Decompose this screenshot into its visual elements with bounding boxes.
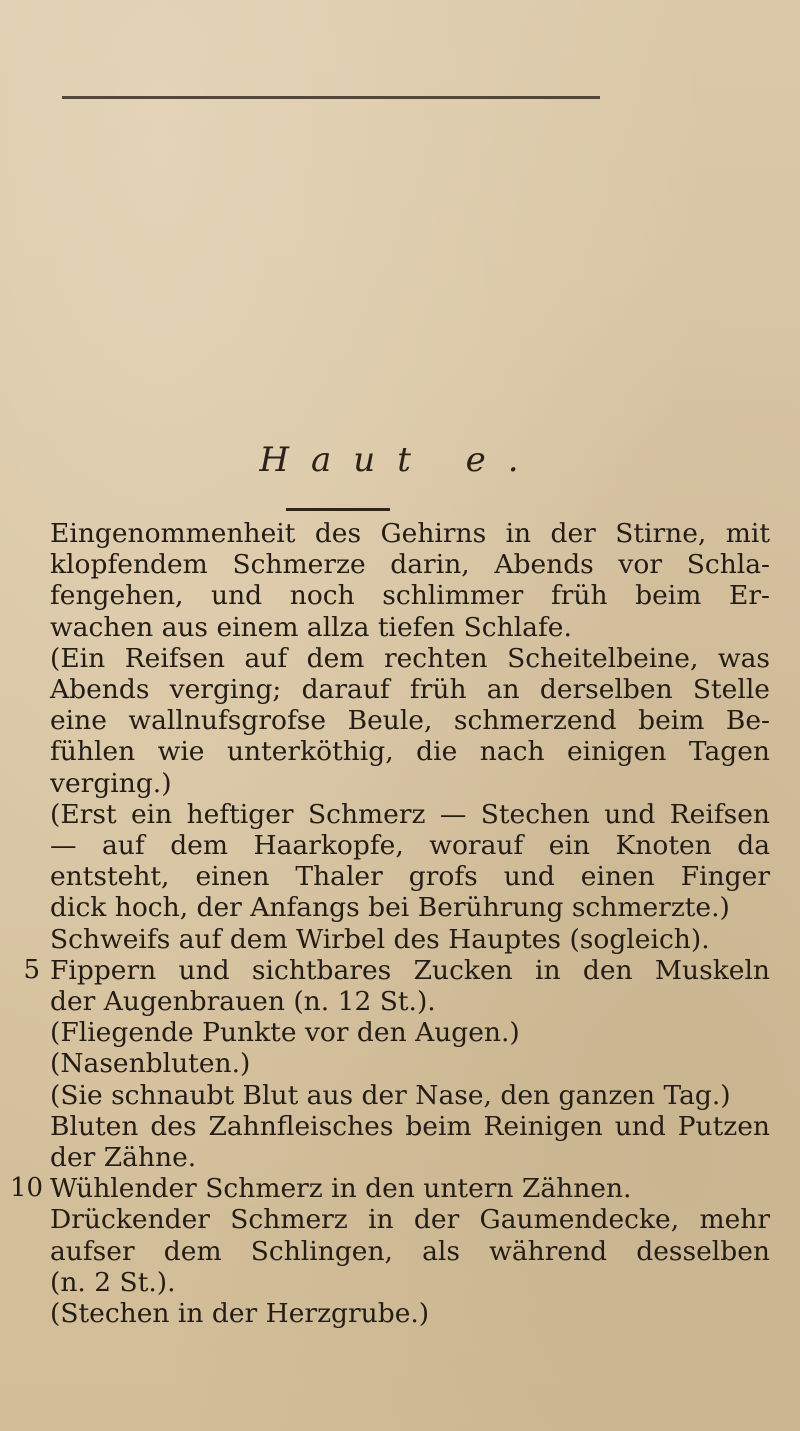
- symptom-entry: [50, 518, 770, 643]
- text-line: Abends verging; darauf früh an derselben Stelle: [50, 674, 770, 706]
- symptom-entry: [50, 799, 770, 924]
- symptom-entry: [50, 1080, 770, 1111]
- symptom-entry: [23, 954, 770, 1018]
- text-line: der Augenbrauen (n. 12 St.).: [50, 986, 436, 1018]
- text-line: dick hoch, der Anfangs bei Berührung schmerzte.): [50, 892, 730, 924]
- text-line: (Ein Reifsen auf dem rechten Scheitelbeine, was: [50, 642, 770, 674]
- text-line: (Stechen in der Herzgrube.): [50, 1298, 430, 1330]
- text-line: (Sie schnaubt Blut aus der Nase, den ganzen Tag.): [50, 1079, 731, 1111]
- text-line: fühlen wie unterköthig, die nach einigen Tagen: [50, 736, 770, 768]
- symptom-entry: [10, 1173, 770, 1205]
- section-heading: Haut e.: [259, 440, 541, 480]
- text-line: eine wallnufsgrofse Beule, schmerzend beim Be-: [50, 705, 770, 737]
- text-line: (Erst ein heftiger Schmerz — Stechen und Reifsen: [50, 798, 770, 830]
- symptom-entry: [50, 1111, 770, 1173]
- text-line: klopfendem Schmerze darin, Abends vor Schla-: [50, 549, 770, 581]
- text-line: wachen aus einem allza tiefen Schlafe.: [50, 611, 572, 643]
- symptom-entry: [50, 1298, 770, 1329]
- text-line: (Fliegende Punkte vor den Augen.): [50, 1017, 520, 1049]
- symptom-entry: [50, 1017, 770, 1048]
- text-line: der Zähne.: [50, 1142, 197, 1174]
- text-line: aufser dem Schlingen, als während desselben: [50, 1235, 770, 1267]
- text-line: verging.): [50, 767, 172, 799]
- text-line: — auf dem Haarkopfe, worauf ein Knoten da: [50, 830, 770, 862]
- text-line: entsteht, einen Thaler grofs und einen Finger: [50, 861, 770, 893]
- text-line: Eingenommenheit des Gehirns in der Stirne, mit: [50, 518, 770, 549]
- entry-number: 5: [23, 954, 40, 985]
- heading-underline: [286, 508, 390, 511]
- symptom-entry: [50, 1048, 770, 1079]
- text-line: Wühlender Schmerz in den untern Zähnen.: [50, 1173, 632, 1205]
- symptom-list: [10, 518, 770, 1330]
- text-line: fengehen, und noch schlimmer früh beim Er-: [50, 580, 770, 612]
- text-line: (Nasenbluten.): [50, 1048, 251, 1080]
- symptom-entry: [50, 1204, 770, 1298]
- text-line: Bluten des Zahnfleisches beim Reinigen und Putzen: [50, 1110, 770, 1142]
- top-rule: [62, 96, 600, 99]
- entry-number: 10: [10, 1173, 44, 1204]
- symptom-entry: [50, 643, 770, 799]
- text-line: Schweifs auf dem Wirbel des Hauptes (sogleich).: [50, 923, 710, 955]
- text-line: (n. 2 St.).: [50, 1266, 176, 1298]
- symptom-entry: [50, 924, 770, 955]
- text-line: Drückender Schmerz in der Gaumendecke, mehr: [50, 1204, 770, 1236]
- text-line: Fippern und sichtbares Zucken in den Muskeln: [50, 954, 770, 986]
